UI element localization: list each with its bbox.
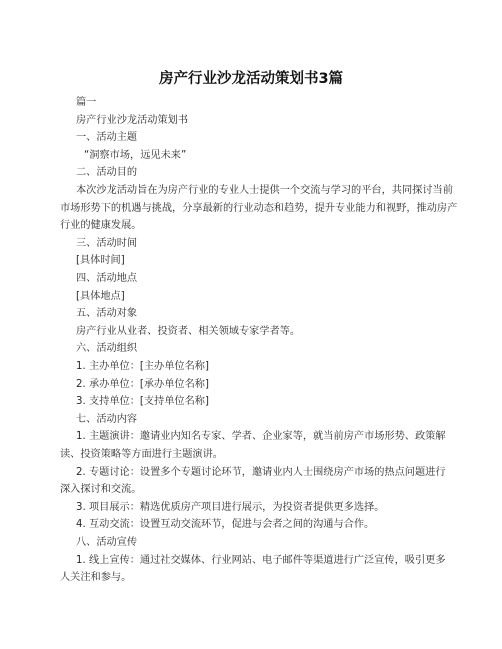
heading: 五、活动对象 [76, 308, 138, 319]
list-item: 1. 主题演讲：邀请业内知名专家、学者、企业家等，就当前房产市场形势、政策解 [76, 431, 446, 442]
list-item: 读、投资策略等方面进行主题演讲。 [60, 449, 223, 460]
list-item: 2. 专题讨论：设置多个专题讨论环节，邀请业内人士围绕房产市场的热点问题进行 [76, 467, 446, 478]
list-item: 人关注和参与。 [60, 572, 132, 583]
heading: 七、活动内容 [76, 414, 138, 425]
paragraph: 本次沙龙活动旨在为房产行业的专业人士提供一个交流与学习的平台，共同探讨当前 [76, 185, 453, 196]
list-item: 2. 承办单位：[承办单位名称] [76, 379, 209, 390]
document-title: 房产行业沙龙活动策划书3篇 [158, 71, 344, 87]
list-item: 3. 项目展示：精选优质房产项目进行展示，为投资者提供更多选择。 [76, 502, 385, 513]
paragraph: 市场形势下的机遇与挑战，分享最新的行业动态和趋势，提升专业能力和视野，推动房产 [60, 203, 458, 214]
paragraph: [具体地点] [76, 291, 125, 302]
heading: 六、活动组织 [76, 343, 138, 354]
heading: 一、活动主题 [76, 132, 138, 143]
paragraph: “洞察市场，远见未来” [84, 150, 187, 161]
heading: 八、活动宣传 [76, 537, 138, 548]
list-item: 深入探讨和交流。 [60, 484, 142, 495]
subtitle: 房产行业沙龙活动策划书 [76, 115, 189, 126]
heading: 三、活动时间 [76, 238, 138, 249]
list-item: 1. 线上宣传：通过社交媒体、行业网站、电子邮件等渠道进行广泛宣传，吸引更多 [76, 555, 446, 566]
heading: 二、活动目的 [76, 167, 138, 178]
paragraph: 房产行业从业者、投资者、相关领域专家学者等。 [76, 326, 301, 337]
list-item: 3. 支持单位：[支持单位名称] [76, 396, 209, 407]
paragraph: 行业的健康发展。 [60, 220, 142, 231]
list-item: 4. 互动交流：设置互动交流环节，促进与会者之间的沟通与合作。 [76, 519, 375, 530]
heading: 四、活动地点 [76, 273, 138, 284]
section-label: 篇一 [76, 97, 97, 108]
list-item: 1. 主办单位：[主办单位名称] [76, 361, 209, 372]
paragraph: [具体时间] [76, 255, 125, 266]
